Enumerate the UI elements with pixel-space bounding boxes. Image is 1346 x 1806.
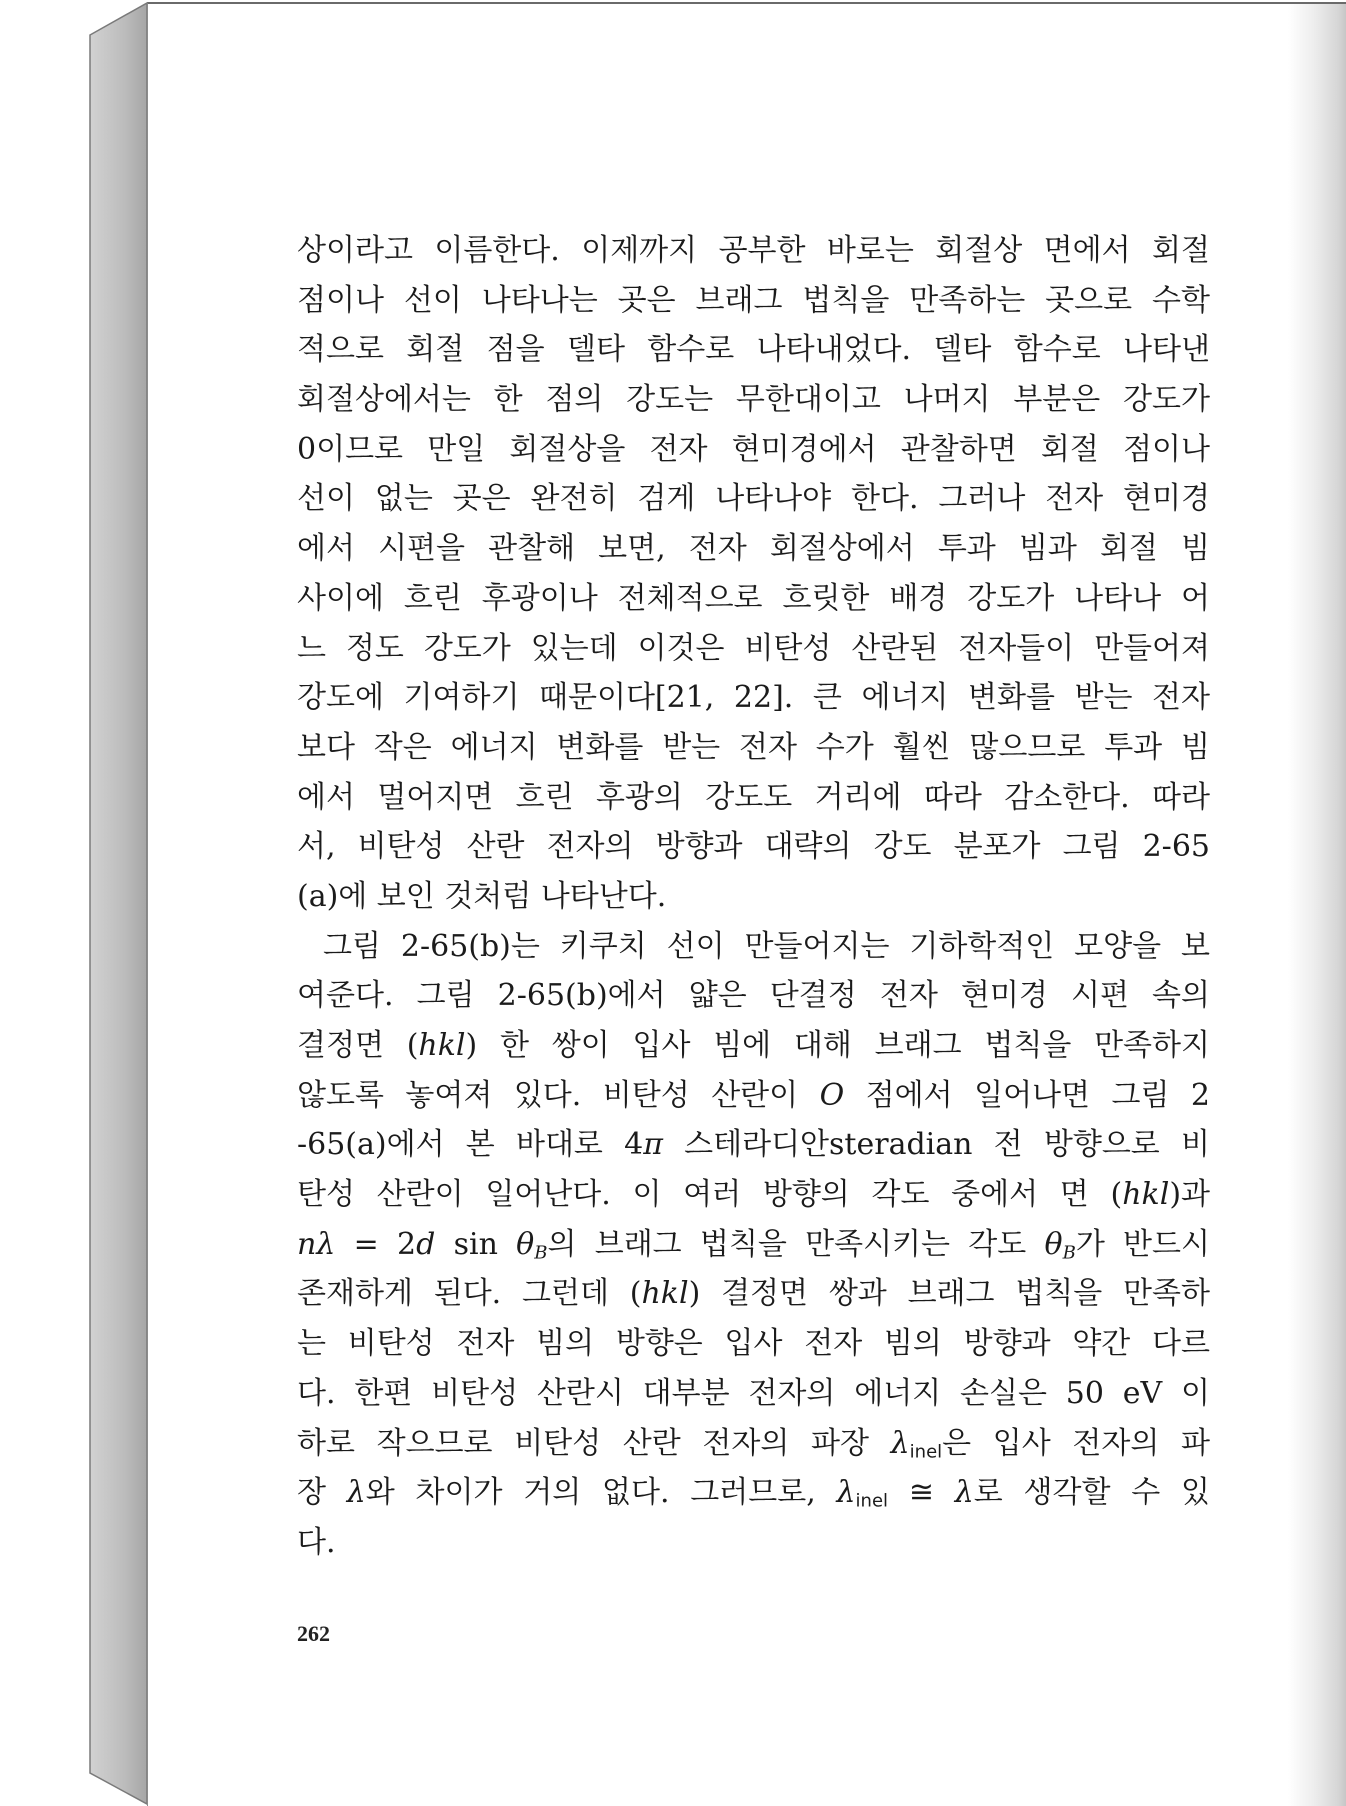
text-line [297,1170,1210,1220]
math-variable: hkl [641,1276,689,1312]
page-number: 262 [297,1621,330,1646]
book-spine [0,0,147,1806]
text-line [297,425,1210,475]
text-run: ) 결정면 쌍과 브래그 법칙을 만족하 [688,1276,1210,1312]
text-line [297,1071,1210,1121]
math-variable: π [643,1127,663,1163]
math-variable: θ [1044,1226,1063,1262]
text-line [297,474,1210,524]
math-variable: hkl [418,1028,466,1063]
math-subscript: inel [909,1441,943,1462]
text-line [297,624,1210,674]
text-line [297,1021,1210,1071]
text-line [297,375,1210,425]
text-line [297,325,1210,375]
math-variable: hkl [1122,1177,1170,1213]
text-run: 에서 멀어지면 흐린 후광의 강도도 거리에 따라 감소한다. 따라 [297,779,1210,815]
text-line [297,574,1210,624]
text-run: 스테라디안steradian 전 방향으로 비 [662,1127,1210,1163]
text-line [297,773,1210,823]
text-run: (a)에 보인 것처럼 나타난다. [297,878,667,914]
text-line [297,922,1210,972]
text-run: 장 [297,1475,347,1511]
text-run: 의 브래그 법칙을 만족시키는 각도 [547,1226,1045,1262]
text-run: 상이라고 이름한다. 이제까지 공부한 바로는 회절상 면에서 회절 [297,233,1210,268]
text-run: -65(a)에서 본 바대로 4 [297,1127,644,1163]
text-run: ) 한 쌍이 입사 빔에 대해 브래그 법칙을 만족하지 [465,1028,1210,1063]
text-run: 0이므로 만일 회절상을 전자 현미경에서 관찰하면 회절 점이나 [297,431,1210,467]
text-line [297,1419,1210,1469]
text-run: 회절상에서는 한 점의 강도는 무한대이고 나머지 부분은 강도가 [297,382,1210,418]
text-line [297,723,1210,773]
text-line [297,524,1210,574]
math-variable: nλ [297,1226,336,1262]
text-run: 여준다. 그림 2-65(b)에서 얇은 단결정 전자 현미경 시편 속의 [297,978,1210,1014]
text-line [297,1468,1210,1518]
text-run: 않도록 놓여져 있다. 비탄성 산란이 [297,1077,820,1113]
text-run: 와 차이가 거의 없다. 그러므로, [365,1475,837,1511]
text-run: ≅ [888,1475,955,1511]
math-variable: O [819,1077,845,1113]
text-run: 다. [297,1524,336,1560]
text-run: 강도에 기여하기 때문이다[21, 22]. 큰 에너지 변화를 받는 전자 [297,680,1210,716]
text-run: 하로 작으므로 비탄성 산란 전자의 파장 [297,1425,891,1461]
text-line [297,1518,1210,1568]
text-line [297,822,1210,872]
text-run: 점이나 선이 나타나는 곳은 브래그 법칙을 만족하는 곳으로 수학 [297,282,1210,318]
text-line [297,1319,1210,1369]
math-variable: λ [346,1475,366,1511]
text-run: 는 비탄성 전자 빔의 방향은 입사 전자 빔의 방향과 약간 다르 [297,1326,1210,1362]
math-subscript: B [534,1242,548,1264]
text-run: 은 입사 전자의 파 [942,1425,1210,1461]
text-line [297,226,1210,276]
text-run: 적으로 회절 점을 델타 함수로 나타내었다. 델타 함수로 나타낸 [297,332,1210,368]
text-run: 그림 2-65(b)는 키쿠치 선이 만들어지는 기하학적인 모양을 보 [323,928,1210,964]
text-run: 보다 작은 에너지 변화를 받는 전자 수가 훨씬 많으므로 투과 빔 [297,729,1210,765]
text-run: 선이 없는 곳은 완전히 검게 나타나야 한다. 그러나 전자 현미경 [297,481,1210,517]
math-variable: θ [516,1226,535,1262]
text-run: 서, 비탄성 산란 전자의 방향과 대략의 강도 분포가 그림 2-65 [297,829,1210,865]
text-run: 가 반드시 [1075,1226,1210,1262]
text-run: 로 생각할 수 있 [973,1475,1210,1511]
text-run: 점에서 일어나면 그림 2 [844,1077,1210,1113]
text-run: = 2 [335,1226,417,1262]
math-variable: λ [836,1475,856,1511]
text-run: )과 [1169,1177,1210,1213]
text-run: 에서 시편을 관찰해 보면, 전자 회절상에서 투과 빔과 회절 빔 [297,531,1210,567]
text-line [297,971,1210,1021]
math-subscript: inel [855,1490,889,1512]
math-subscript: B [1062,1242,1076,1264]
text-run: 존재하게 된다. 그런데 ( [297,1276,642,1312]
text-run: 사이에 흐린 후광이나 전체적으로 흐릿한 배경 강도가 나타나 어 [297,580,1210,616]
text-line [297,1220,1210,1270]
paragraph [297,922,1210,1568]
text-line [297,673,1210,723]
text-line [297,1269,1210,1319]
math-variable: d [416,1226,436,1262]
text-run: 다. 한편 비탄성 산란시 대부분 전자의 에너지 손실은 50 eV 이 [297,1375,1210,1411]
paragraph [297,226,1210,922]
text-line [297,276,1210,326]
text-run: sin [435,1226,517,1262]
text-run: 느 정도 강도가 있는데 이것은 비탄성 산란된 전자들이 만들어져 [297,630,1210,666]
text-run: 탄성 산란이 일어난다. 이 여러 방향의 각도 중에서 면 ( [297,1177,1123,1213]
body-text [297,226,1210,1568]
math-variable: λ [890,1425,910,1461]
text-line [297,1369,1210,1419]
text-line [297,1120,1210,1170]
math-variable: λ [954,1475,974,1511]
text-run: 결정면 ( [297,1028,419,1063]
text-line [297,872,1210,922]
